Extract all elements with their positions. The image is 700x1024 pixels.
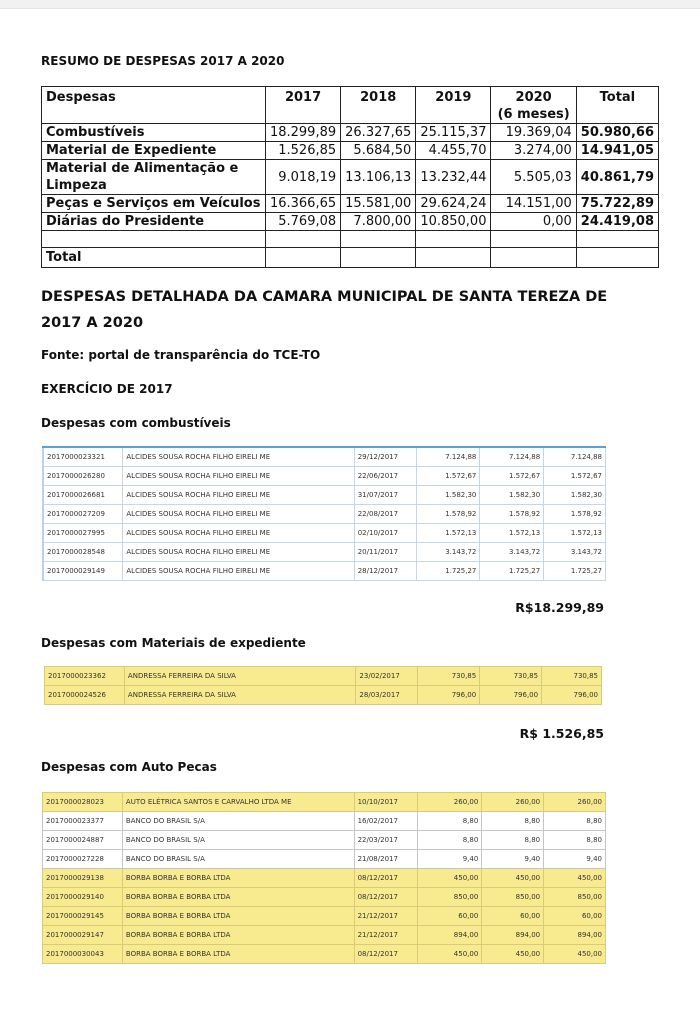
summary-blank-row [42,231,659,248]
cell-value-b: 1.572,13 [480,524,544,543]
cell-id: 2017000023321 [43,447,123,467]
header-2017: 2017 [265,87,340,124]
cell-date: 28/03/2017 [356,686,418,705]
table-row [43,505,606,524]
cell-id: 2017000029149 [43,562,123,581]
cell-value-b: 1.578,92 [480,505,544,524]
cell-value-b: 60,00 [482,907,544,926]
exercise-heading: EXERCÍCIO DE 2017 [41,382,173,396]
autoparts-heading: Despesas com Auto Pecas [41,760,217,774]
cell-total: 14.941,05 [576,142,658,160]
cell-value-c: 894,00 [544,926,606,945]
table-row [43,888,606,907]
cell-date: 22/03/2017 [354,831,418,850]
cell-id: 2017000027228 [43,850,123,869]
cell-name: BANCO DO BRASIL S/A [122,831,354,850]
cell-value-c: 8,80 [544,831,606,850]
cell-id: 2017000030043 [43,945,123,964]
table-row [45,686,602,705]
cell-value-c: 3.143,72 [544,543,606,562]
cell-value-c: 1.725,27 [544,562,606,581]
cell-value-c: 450,00 [544,869,606,888]
cell-name: BORBA BORBA E BORBA LTDA [122,907,354,926]
cell-value-b: 450,00 [482,945,544,964]
cell-value-a: 7.124,88 [416,447,480,467]
table-row [43,486,606,505]
cell-value-a: 796,00 [418,686,480,705]
fuel-heading: Despesas com combustíveis [41,416,231,430]
cell-value-c: 1.578,92 [544,505,606,524]
row-label: Diárias do Presidente [42,213,266,231]
table-row [43,467,606,486]
cell-value-c: 60,00 [544,907,606,926]
cell-value-a: 1.582,30 [416,486,480,505]
cell-value-b: 850,00 [482,888,544,907]
summary-row [42,124,659,142]
cell-name: BANCO DO BRASIL S/A [122,812,354,831]
cell-date: 02/10/2017 [354,524,416,543]
row-label: Combustíveis [42,124,266,142]
cell-2020: 5.505,03 [491,160,576,195]
table-row [43,447,606,467]
cell-name: AUTO ELÉTRICA SANTOS E CARVALHO LTDA ME [122,793,354,812]
cell-value-a: 850,00 [418,888,482,907]
cell-date: 20/11/2017 [354,543,416,562]
cell-name: ALCIDES SOUSA ROCHA FILHO EIRELI ME [123,505,354,524]
cell-date: 21/12/2017 [354,926,418,945]
cell-value-a: 894,00 [418,926,482,945]
header-2020 [491,87,576,124]
cell-name: ALCIDES SOUSA ROCHA FILHO EIRELI ME [123,543,354,562]
office-total: R$ 1.526,85 [519,726,604,741]
cell-2020: 19.369,04 [491,124,576,142]
cell-date: 22/06/2017 [354,467,416,486]
cell-2019: 10.850,00 [416,213,491,231]
cell-name: ALCIDES SOUSA ROCHA FILHO EIRELI ME [123,524,354,543]
cell-date: 21/08/2017 [354,850,418,869]
cell-id: 2017000024887 [43,831,123,850]
cell-value-a: 260,00 [418,793,482,812]
row-label: Material de Alimentação e Limpeza [42,160,266,195]
table-row [43,850,606,869]
cell-value-c: 730,85 [542,667,602,686]
header-2018: 2018 [341,87,416,124]
summary-title: RESUMO DE DESPESAS 2017 A 2020 [41,54,285,68]
cell-value-c: 7.124,88 [544,447,606,467]
fuel-total: R$18.299,89 [515,600,604,615]
cell-value-c: 260,00 [544,793,606,812]
office-heading: Despesas com Materiais de expediente [41,636,306,650]
total-label: Total [42,248,266,268]
cell-id: 2017000024526 [45,686,125,705]
cell-name: BORBA BORBA E BORBA LTDA [122,945,354,964]
cell-total: 75.722,89 [576,195,658,213]
cell-value-b: 1.582,30 [480,486,544,505]
cell-id: 2017000026280 [43,467,123,486]
summary-row [42,195,659,213]
cell-value-b: 1.725,27 [480,562,544,581]
cell-id: 2017000027995 [43,524,123,543]
cell-date: 29/12/2017 [354,447,416,467]
cell-date: 28/12/2017 [354,562,416,581]
cell-id: 2017000029138 [43,869,123,888]
cell-value-c: 450,00 [544,945,606,964]
summary-row [42,142,659,160]
cell-value-a: 450,00 [418,945,482,964]
cell-value-b: 8,80 [482,831,544,850]
header-total: Total [576,87,658,124]
summary-row [42,213,659,231]
cell-2018: 5.684,50 [341,142,416,160]
cell-name: ALCIDES SOUSA ROCHA FILHO EIRELI ME [123,467,354,486]
table-row [45,667,602,686]
cell-2017: 1.526,85 [265,142,340,160]
cell-name: BORBA BORBA E BORBA LTDA [122,926,354,945]
cell-2019: 4.455,70 [416,142,491,160]
cell-date: 21/12/2017 [354,907,418,926]
header-2019: 2019 [416,87,491,124]
cell-value-a: 1.578,92 [416,505,480,524]
cell-value-a: 9,40 [418,850,482,869]
cell-name: ALCIDES SOUSA ROCHA FILHO EIRELI ME [123,447,354,467]
cell-value-b: 450,00 [482,869,544,888]
cell-date: 22/08/2017 [354,505,416,524]
cell-2017: 5.769,08 [265,213,340,231]
cell-value-b: 894,00 [482,926,544,945]
cell-name: ANDRESSA FERREIRA DA SILVA [124,667,356,686]
cell-2018: 15.581,00 [341,195,416,213]
cell-date: 31/07/2017 [354,486,416,505]
cell-name: BANCO DO BRASIL S/A [122,850,354,869]
cell-value-b: 796,00 [480,686,542,705]
summary-header-row [42,87,659,124]
table-row [43,524,606,543]
cell-value-b: 260,00 [482,793,544,812]
summary-table [41,86,659,268]
cell-2017: 18.299,89 [265,124,340,142]
table-row [43,543,606,562]
cell-total: 24.419,08 [576,213,658,231]
detail-title: DESPESAS DETALHADA DA CAMARA MUNICIPAL DE SANTA TEREZA DE 2017 A 2020 [41,289,608,331]
cell-value-c: 8,80 [544,812,606,831]
cell-name: ANDRESSA FERREIRA DA SILVA [124,686,356,705]
table-row [43,926,606,945]
cell-2018: 26.327,65 [341,124,416,142]
cell-date: 23/02/2017 [356,667,418,686]
row-label: Material de Expediente [42,142,266,160]
cell-name: ALCIDES SOUSA ROCHA FILHO EIRELI ME [123,486,354,505]
cell-2018: 7.800,00 [341,213,416,231]
cell-total: 40.861,79 [576,160,658,195]
cell-value-a: 8,80 [418,831,482,850]
cell-2017: 16.366,65 [265,195,340,213]
cell-date: 10/10/2017 [354,793,418,812]
cell-value-c: 1.572,67 [544,467,606,486]
summary-total-row [42,248,659,268]
cell-value-a: 60,00 [418,907,482,926]
table-row [43,562,606,581]
cell-2018: 13.106,13 [341,160,416,195]
cell-value-a: 730,85 [418,667,480,686]
cell-2020: 0,00 [491,213,576,231]
cell-value-a: 1.572,67 [416,467,480,486]
table-row [43,793,606,812]
cell-id: 2017000029147 [43,926,123,945]
cell-id: 2017000023362 [45,667,125,686]
cell-value-b: 3.143,72 [480,543,544,562]
cell-name: ALCIDES SOUSA ROCHA FILHO EIRELI ME [123,562,354,581]
cell-name: BORBA BORBA E BORBA LTDA [122,888,354,907]
summary-row [42,160,659,195]
cell-value-a: 3.143,72 [416,543,480,562]
row-label: Peças e Serviços em Veículos [42,195,266,213]
header-despesas: Despesas [42,87,266,124]
cell-value-a: 1.725,27 [416,562,480,581]
office-table [44,666,602,705]
cell-date: 08/12/2017 [354,888,418,907]
cell-value-c: 9,40 [544,850,606,869]
table-row [43,869,606,888]
fuel-table [42,446,606,581]
cell-id: 2017000029145 [43,907,123,926]
cell-value-b: 1.572,67 [480,467,544,486]
cell-value-b: 8,80 [482,812,544,831]
cell-2019: 13.232,44 [416,160,491,195]
cell-id: 2017000028023 [43,793,123,812]
cell-id: 2017000027209 [43,505,123,524]
cell-id: 2017000023377 [43,812,123,831]
cell-value-a: 1.572,13 [416,524,480,543]
cell-2019: 29.624,24 [416,195,491,213]
cell-value-c: 796,00 [542,686,602,705]
header-2020-year: 2020 [515,90,552,105]
cell-value-b: 9,40 [482,850,544,869]
table-row [43,812,606,831]
cell-name: BORBA BORBA E BORBA LTDA [122,869,354,888]
cell-2017: 9.018,19 [265,160,340,195]
top-bar [0,0,700,9]
header-2020-note: (6 meses) [497,107,570,122]
table-row [43,831,606,850]
cell-2020: 3.274,00 [491,142,576,160]
cell-date: 16/02/2017 [354,812,418,831]
table-row [43,907,606,926]
cell-date: 08/12/2017 [354,945,418,964]
cell-value-c: 850,00 [544,888,606,907]
cell-id: 2017000028548 [43,543,123,562]
cell-id: 2017000026681 [43,486,123,505]
cell-2019: 25.115,37 [416,124,491,142]
cell-date: 08/12/2017 [354,869,418,888]
cell-value-c: 1.582,30 [544,486,606,505]
cell-total: 50.980,66 [576,124,658,142]
source-note: Fonte: portal de transparência do TCE-TO [41,348,321,362]
cell-id: 2017000029140 [43,888,123,907]
cell-value-c: 1.572,13 [544,524,606,543]
cell-value-b: 730,85 [480,667,542,686]
cell-value-a: 450,00 [418,869,482,888]
cell-2020: 14.151,00 [491,195,576,213]
cell-value-b: 7.124,88 [480,447,544,467]
cell-value-a: 8,80 [418,812,482,831]
table-row [43,945,606,964]
autoparts-table [42,792,606,964]
